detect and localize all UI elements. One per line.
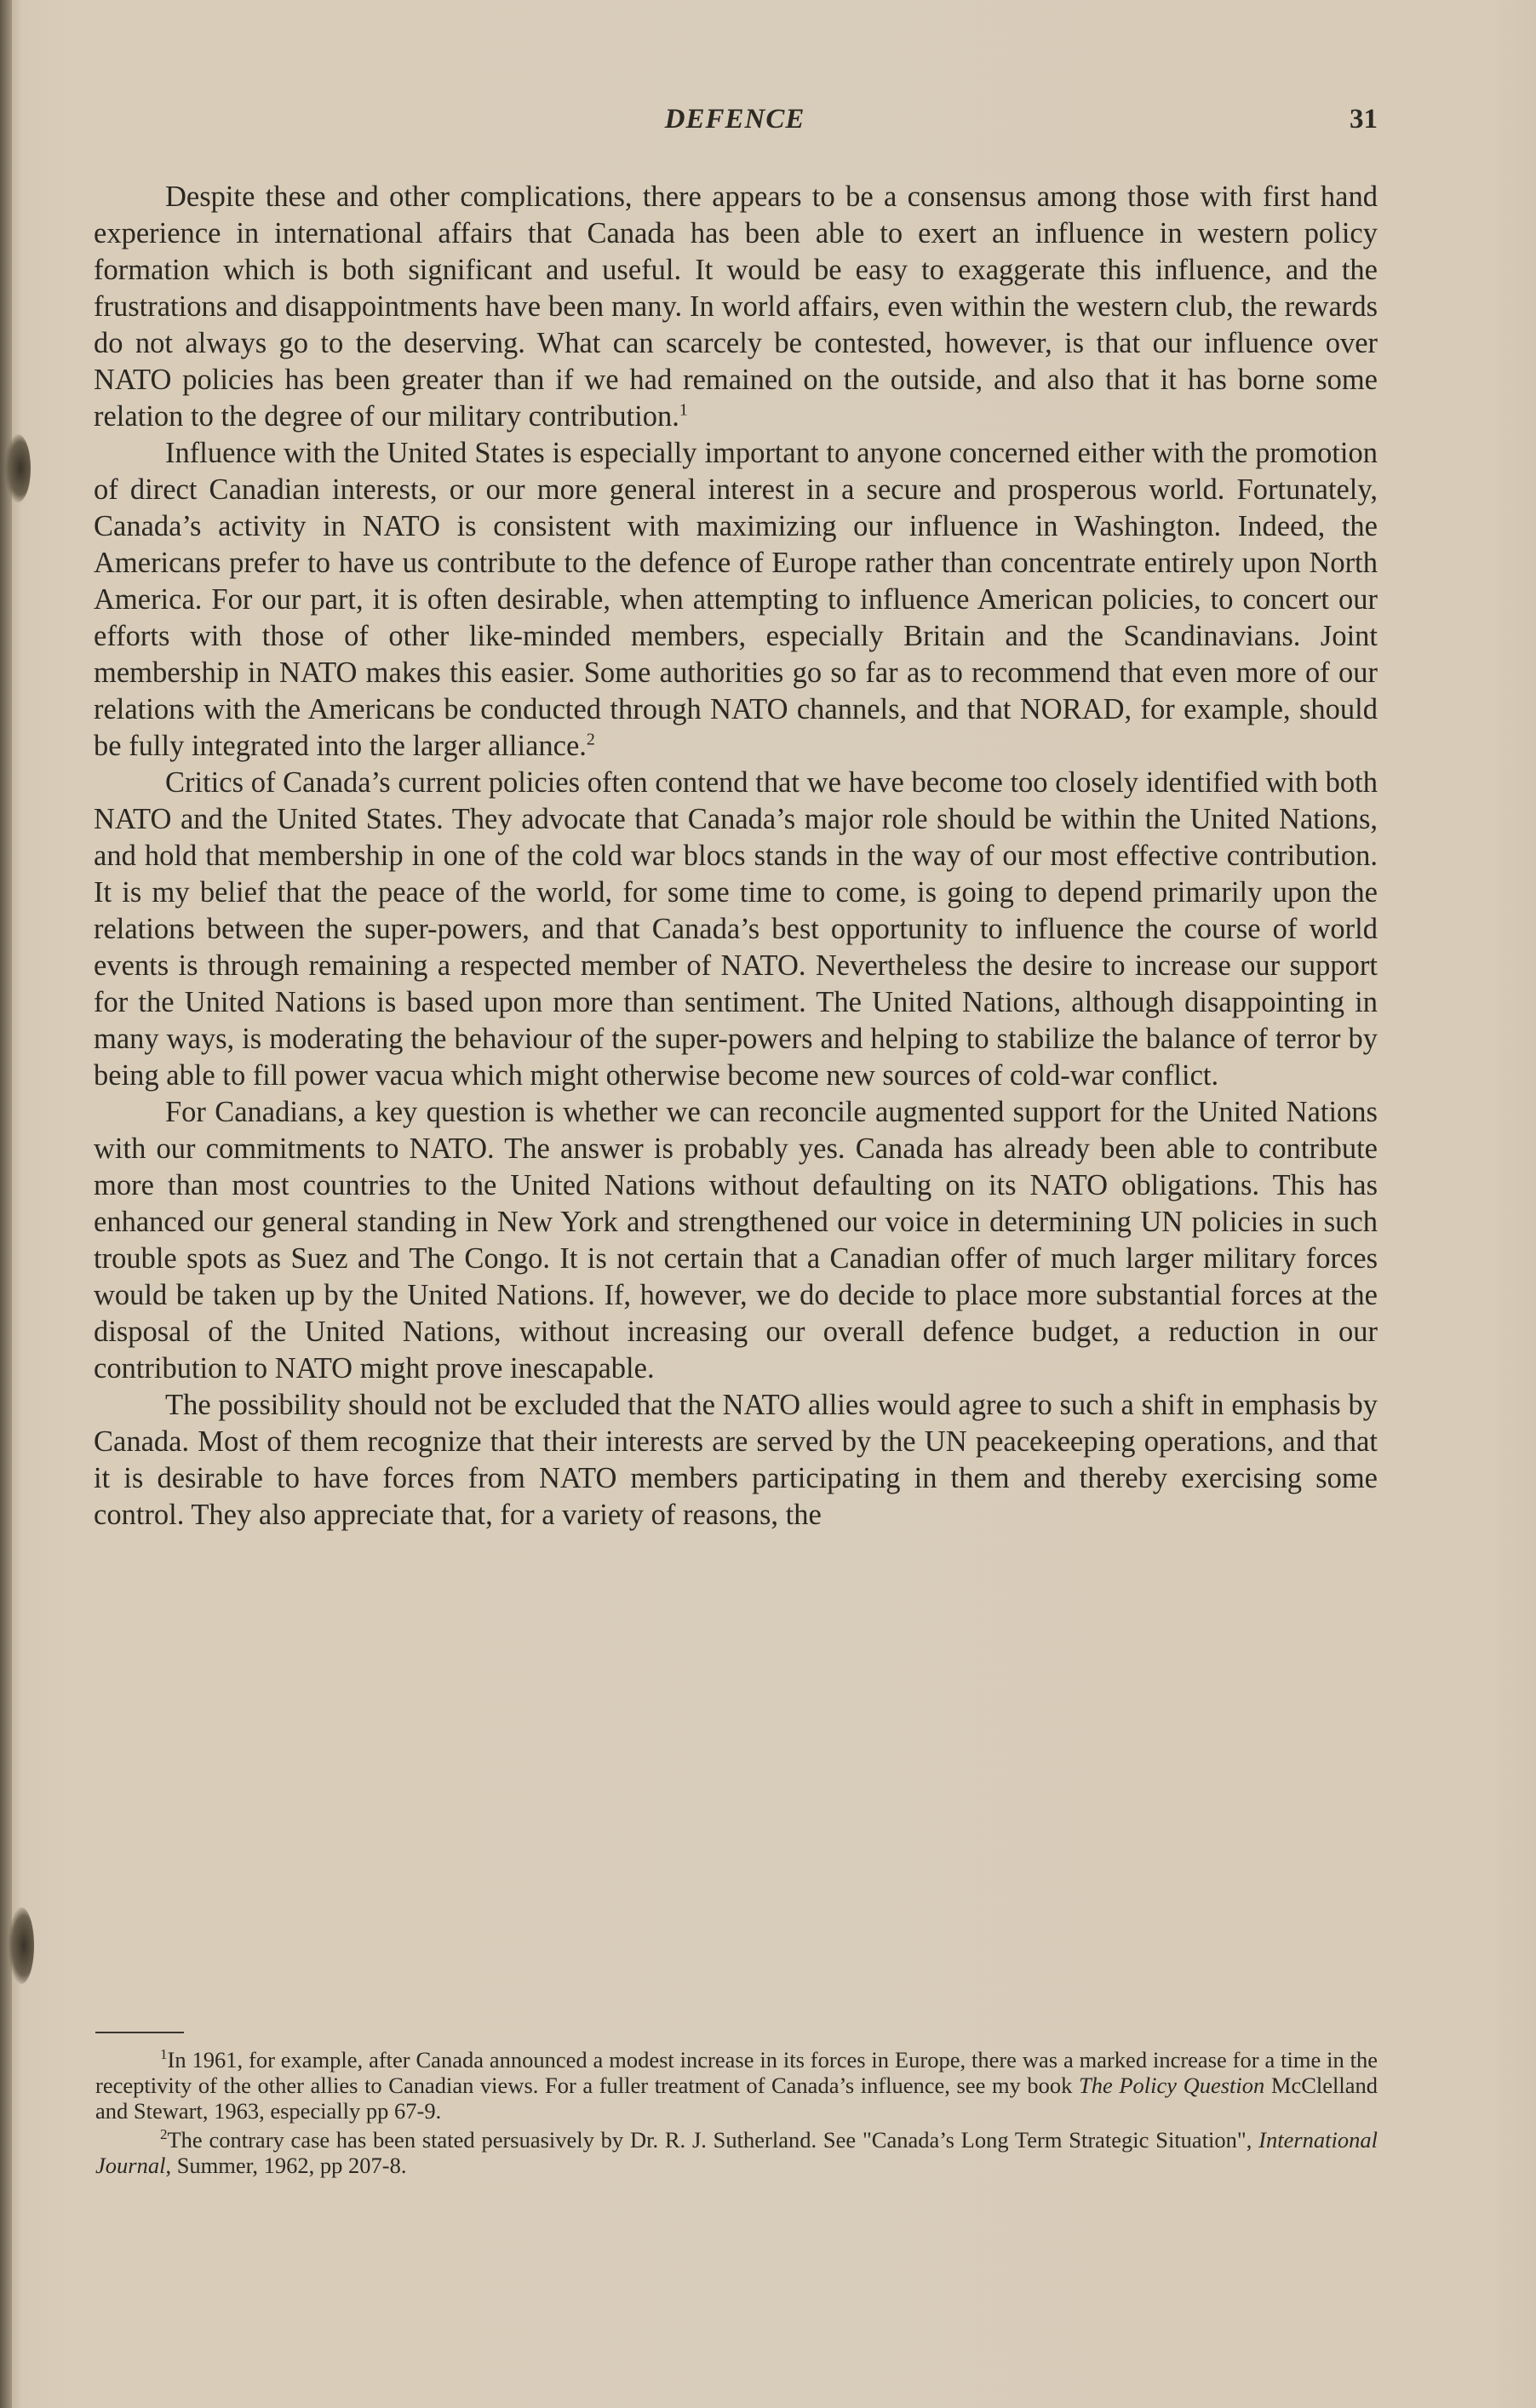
paragraph: For Canadians, a key question is whether we can reconcile augmented support for the United Nations with our commitments to NATO. The answer is probably yes. Canada has already been able to contribute more than most countries to the United Nations without defaulting on its NATO obligations. This has enhanced our general standing in New York and strengthened our voice in determining UN policies in such trouble spots as Suez and The Congo. It is not certain that a Canadian offer of much larger military forces would be taken up by the United Nations. If, however, we do decide to place more substantial forces at the disposal of the United Nations, without increasing our overall defence budget, a reduction in our contribution to NATO might prove inescapable. bbox=[94, 1096, 1378, 1385]
page-header bbox=[92, 104, 1378, 146]
book-title: The Policy Question bbox=[1078, 2073, 1265, 2098]
paragraph: Influence with the United States is especially important to anyone concerned either with the promotion of direct Canadian interests, or our more general interest in a secure and prosperous world. Fortunately, Canada’s activity in NATO is consistent with maximizing our influence in Washington. Indeed, the Americans prefer to have us contribute to the defence of Europe rather than concentrate entirely upon North America. For our part, it is often desirable, when attempting to influence American policies, to concert our efforts with those of other like-minded members, especially Britain and the Scandinavians. Joint membership in NATO makes this easier. Some authorities go so far as to recommend that even more of our relations with the Americans be conducted through NATO channels, and that NORAD, for example, should be fully integrated into the larger alliance.$^2$ bbox=[94, 437, 1378, 762]
footnote-ref: 1 bbox=[679, 400, 688, 420]
footnote: $^2$The contrary case has been stated persuasively by Dr. R. J. Sutherland. See "Canada’s Long Term Strategic Situation", International Journal, Summer, 1962, pp 207-8. bbox=[95, 2126, 1378, 2178]
journal-title: International Journal bbox=[95, 2127, 1378, 2178]
binding-mark-top bbox=[5, 434, 31, 502]
footnotes bbox=[95, 2047, 1378, 2182]
footnote: $^1$In 1961, for example, after Canada announced a modest increase in its forces in Europe, there was a marked increase for a time in the receptivity of the other allies to Canadian views. For a fuller treatment of Canada’s influence, see my book The Policy Question McClelland and Stewart, 1963, especially pp 67-9. bbox=[95, 2046, 1378, 2124]
footnote-mark: 1 bbox=[160, 2046, 168, 2063]
footnote-divider bbox=[95, 2032, 184, 2033]
footnote-ref: 2 bbox=[586, 730, 595, 749]
footnote-mark: 2 bbox=[160, 2126, 168, 2143]
body-text bbox=[94, 179, 1378, 1534]
paragraph: The possibility should not be excluded that the NATO allies would agree to such a shift in emphasis by Canada. Most of them recognize that their interests are served by the UN peacekeeping operations, and that it is desirable to have forces from NATO members participating in them and thereby exercising some control. They also appreciate that, for a variety of reasons, the bbox=[94, 1389, 1378, 1531]
paragraph: Critics of Canada’s current policies often contend that we have become too closely identified with both NATO and the United States. They advocate that Canada’s major role should be within the United Nations, and hold that membership in one of the cold war blocs stands in the way of our most effective contribution. It is my belief that the peace of the world, for some time to come, is going to depend primarily upon the relations between the super-powers, and that Canada’s best opportunity to influence the course of world events is through remaining a respected member of NATO. Nevertheless the desire to increase our support for the United Nations is based upon more than sentiment. The United Nations, although disappointing in many ways, is moderating the behaviour of the super-powers and helping to stabilize the balance of terror by being able to fill power vacua which might otherwise become new sources of cold-war conflict. bbox=[94, 766, 1378, 1092]
running-head: DEFENCE bbox=[664, 104, 805, 135]
binding-mark-bottom bbox=[9, 1907, 34, 1984]
paragraph: Despite these and other complications, there appears to be a consensus among those with first hand experience in international affairs that Canada has been able to exert an influence in western policy formation which is both significant and useful. It would be easy to exaggerate this influence, and the frustrations and disappointments have been many. In world affairs, even within the western club, the rewards do not always go to the deserving. What can scarcely be contested, however, is that our influence over NATO policies has been greater than if we had remained on the outside, and also that it has borne some relation to the degree of our military contribution.$^1$ bbox=[94, 181, 1378, 433]
page-number: 31 bbox=[1350, 104, 1378, 135]
binding-edge bbox=[0, 0, 12, 2408]
